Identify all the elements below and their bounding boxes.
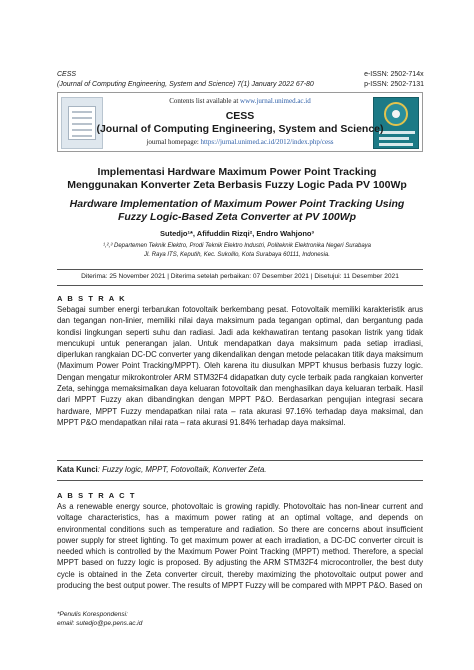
contents-available: Contents list available at www.jurnal.unimed.ac.id: [169, 97, 311, 105]
divider-abstract: [57, 480, 423, 481]
journal-homepage: journal homepage: https://jurnal.unimed.ac.id/2012/index.php/cess: [146, 138, 334, 146]
keywords: Kata Kunci: Fuzzy logic, MPPT, Fotovoltaik, Konverter Zeta.: [57, 465, 267, 474]
corresponding-author-footnote: *Penulis Korespondensi: email: sutedjo@pe.pens.ac.id: [57, 611, 143, 627]
article-dates: Diterima: 25 November 2021 | Diterima setelah perbaikan: 07 Desember 2021 | Disetujui: 11 Desember 2021: [81, 273, 399, 280]
divider-dates: [57, 285, 423, 286]
journal-citation: (Journal of Computing Engineering, System and Science) 7(1) January 2022 67-80: [57, 81, 314, 88]
running-header-left: [57, 70, 314, 90]
abstrak-text: Sebagai sumber energi terbarukan fotovoltaik berkembang pesat. Fotovoltaik memiliki karakteristik arus dan tegangan non-linier, memiliki nilai daya maksimum pada tegangan optimal, dan bergantung pada kondisi lingkungan seperti suhu dan radiasi. Jadi ada kekhawatiran tentang pasokan listrik yang tidak mencukupi untuk penerangan jalan. Untuk mendapatkan daya maksimum pada setiap irradiasi, diperlukan rangkaian DC-DC converter yang dikendalikan dengan metode pelacakan titik daya maksimum (Maximum Power Point Tracking/MPPT). Oleh karena itu diusulkan MPPT khusus berbasis fuzzy logic. Dengan mengatur mikrokontroler ARM STM32F4 didapatkan duty cycle terbaik pada rangkaian konverter Zeta, sehingga memaksimalkan daya keluaran fotovoltaik dan menghasilkan daya keluaran terbaik. Hasil dari MPPT Fuzzy akan dibandingkan dengan MPPT P&O. Berdasarkan pengujian integrasi secara hardware, MPPT Fuzzy mendapatkan nilai rata – rata akurasi 97.16% terhadap daya maksimal, dan MPPT P&O mendapatkan nilai rata – rata akurasi 91.84% terhadap daya maksimal.: [57, 305, 423, 427]
abstrak-heading: A B S T R A K: [57, 294, 127, 303]
contents-link[interactable]: www.jurnal.unimed.ac.id: [240, 97, 311, 105]
divider-keywords: [57, 460, 423, 461]
journal-short-name: CESS: [57, 71, 77, 78]
abstract-text: As a renewable energy source, photovoltaic is growing rapidly. Photovoltaic has non-linear current and voltage characteristics, has a maximum power rating at an optimal voltage, and depends on environmental conditions such as temperature and radiation. So there are concerns about insufficient power supply for street lighting. To get maximum power at each irradiation, a DC-DC converter circuit is needed which is controlled by the Maximum Power Point Tracking (MPPT) method. Therefore, a special MPPT based on fuzzy logic is proposed. By adjusting the ARM STM32F4 microcontroller, the best duty cycle is obtained in the Zeta converter circuit, thereby maximizing the photovoltaic output power and producing the best output power. The results of MPPT Fuzzy will be compared with MPPT P&O. Based on: [57, 502, 423, 591]
eissn: e-ISSN: 2502-714x: [364, 71, 424, 78]
abstract-heading: A B S T R A C T: [57, 491, 136, 500]
divider-top: [57, 269, 423, 270]
running-header-right: [364, 70, 424, 90]
journal-info-box: [57, 92, 423, 152]
author-list: Sutedjo¹*, Afifuddin Rizqi², Endro Wahjono³: [160, 229, 314, 238]
journal-box-title: CESS (Journal of Computing Engineering, System and Science): [96, 110, 384, 135]
homepage-link[interactable]: https://jurnal.unimed.ac.id/2012/index.php/cess: [200, 138, 334, 146]
author-affiliation: ¹,²,³ Departemen Teknik Elektro, Prodi Teknik Elektro Industri, Politeknik Elektronika Negeri Surabaya Jl. Raya ITS, Keputih, Kec. Sukolilo, Kota Surabaya 60111, Indonesia.: [102, 243, 371, 258]
article-title-indonesian: Implementasi Hardware Maximum Power Point Tracking Menggunakan Konverter Zeta Berbasis Fuzzy Logic Pada PV 100Wp: [67, 166, 407, 191]
pissn: p-ISSN: 2502-7131: [364, 81, 424, 88]
article-title-english: Hardware Implementation of Maximum Power Point Tracking Using Fuzzy Logic-Based Zeta Converter at PV 100Wp: [69, 198, 405, 223]
